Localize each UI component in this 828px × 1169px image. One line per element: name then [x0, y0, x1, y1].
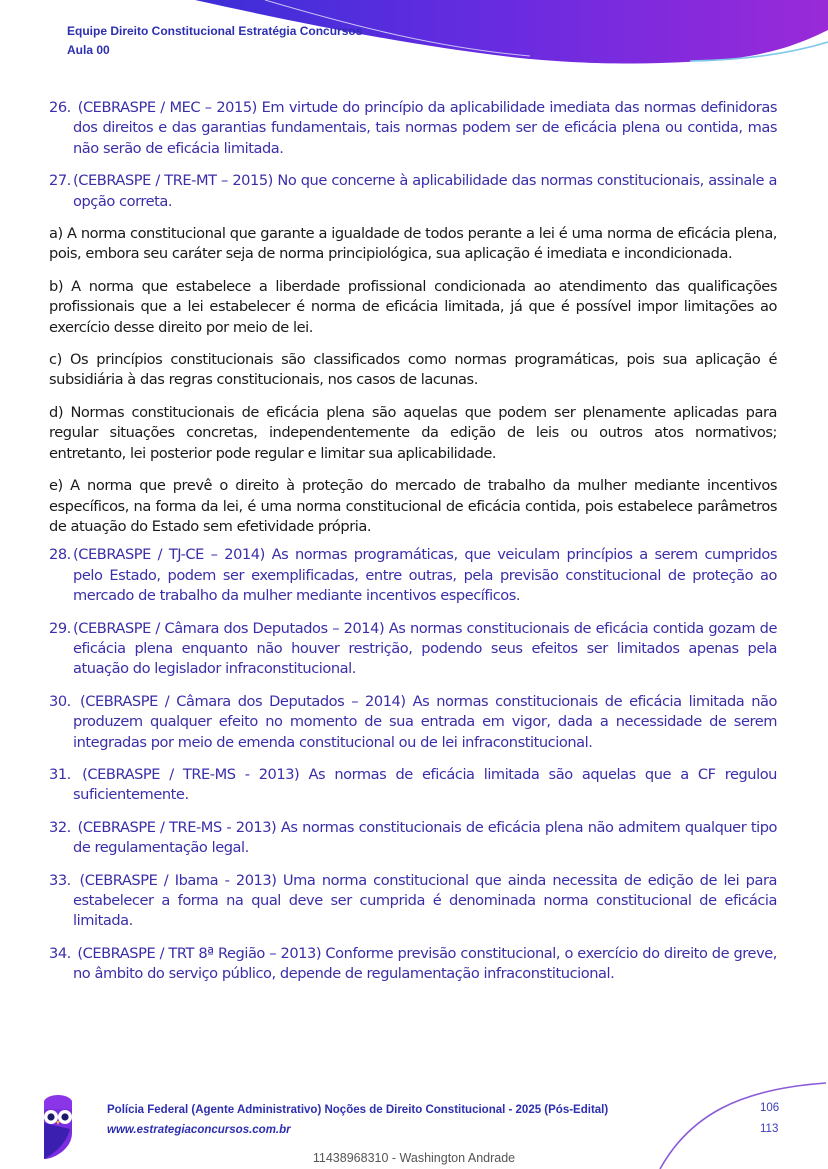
question-33	[49, 871, 777, 932]
website-link[interactable]: www.estrategiaconcursos.com.br	[107, 1124, 291, 1136]
watermark: 11438968310 - Washington Andrade	[312, 1151, 516, 1165]
option-d: d) Normas constitucionais de eficácia plena são aquelas que podem ser plenamente aplicadas para regular situações concretas, independentemente da edição de leis ou outros atos normativos; entretanto, lei posterior pode regular e limitar sua aplicabilidade.	[49, 403, 777, 462]
page-number-current: 106	[760, 1102, 780, 1114]
question-text: (CEBRASPE / TRT 8ª Região – 2013) Conforme previsão constitucional, o exercício do direito de greve, no âmbito do serviço público, depende de regulamentação infraconstitucional.	[73, 944, 777, 983]
question-text: (CEBRASPE / Câmara dos Deputados – 2014) As normas constitucionais de eficácia contida gozam de eficácia plena enquanto não houver restrição, podendo seus efeitos ser limitados apenas pela atuação do legislador infraconstitucional.	[73, 619, 777, 678]
question-text: (CEBRASPE / TRE-MT – 2015) No que concerne à aplicabilidade das normas constitucionais, assinale a opção correta.	[73, 172, 777, 210]
question-number: 27.	[49, 172, 71, 190]
team-name: Equipe Direito Constitucional Estratégia Concursos	[67, 24, 363, 38]
question-number: 29.	[49, 619, 71, 637]
question-number: 30.	[49, 692, 71, 710]
question-number: 31.	[49, 765, 71, 783]
question-text: (CEBRASPE / Câmara dos Deputados – 2014) As normas constitucionais de eficácia limitada não produzem qualquer efeito no momento de sua entrada em vigor, dada a necessidade de serem integradas por meio de emenda constitucional ou de lei infraconstitucional.	[73, 692, 777, 751]
question-28	[49, 545, 777, 606]
page-header	[67, 22, 362, 60]
questions-list	[49, 98, 777, 997]
question-number: 28.	[49, 546, 71, 564]
question-30	[49, 692, 777, 753]
question-number: 34.	[49, 944, 71, 962]
question-text: (CEBRASPE / MEC – 2015) Em virtude do princípio da aplicabilidade imediata das normas definidoras dos direitos e das garantias fundamentais, tais normas podem ser de eficácia plena ou contida, mas não serão de eficácia limitada.	[73, 99, 777, 157]
question-number: 32.	[49, 818, 71, 836]
question-text: (CEBRASPE / TRE-MS - 2013) As normas de eficácia limitada são aquelas que a CF regulou suficientemente.	[73, 765, 777, 804]
course-title: Polícia Federal (Agente Administrativo) Noções de Direito Constitucional - 2025 (Pós-Edital)	[107, 1104, 609, 1116]
question-number: 26.	[49, 99, 71, 116]
question-number: 33.	[49, 871, 71, 889]
question-text: (CEBRASPE / TJ-CE – 2014) As normas programáticas, que veiculam princípios a serem cumpridos pelo Estado, podem ser exemplificadas, entre outras, pela previsão constitucional de proteção ao mercado de trabalho da mulher mediante incentivos específicos.	[73, 546, 777, 605]
option-a: a) A norma constitucional que garante a igualdade de todos perante a lei é uma norma de eficácia plena, pois, embora seu caráter seja de norma principiológica, sua aplicação é imediata e incondicionada.	[49, 225, 777, 263]
lesson-label: Aula 00	[67, 43, 110, 57]
option-e: e) A norma que prevê o direito à proteção do mercado de trabalho da mulher mediante incentivos específicos, na forma da lei, é uma norma constitucional de eficácia contida, pois estabelece parâmetros de atuação do Estado sem efetividade própria.	[49, 477, 777, 535]
option-b: b) A norma que estabelece a liberdade profissional condicionada ao atendimento das qualificações profissionais que a lei estabelecer é norma de eficácia limitada, já que é possível impor limitações ao exercício desse direito por meio de lei.	[49, 277, 777, 336]
question-34	[49, 944, 777, 985]
question-32	[49, 818, 777, 859]
page-number-total: 113	[760, 1123, 779, 1135]
question-text: (CEBRASPE / Ibama - 2013) Uma norma constitucional que ainda necessita de edição de lei para estabelecer a forma na qual deve ser cumprida é denominada norma constitucional de eficácia limitada.	[73, 871, 777, 930]
question-29	[49, 619, 777, 680]
option-c: c) Os princípios constitucionais são classificados como normas programáticas, pois sua aplicação é subsidiária à das regras constitucionais, nos casos de lacunas.	[49, 351, 777, 389]
question-26	[49, 98, 777, 159]
question-31	[49, 765, 777, 806]
question-27	[49, 171, 777, 212]
question-text: (CEBRASPE / TRE-MS - 2013) As normas constitucionais de eficácia plena não admitem qualquer tipo de regulamentação legal.	[73, 818, 777, 857]
